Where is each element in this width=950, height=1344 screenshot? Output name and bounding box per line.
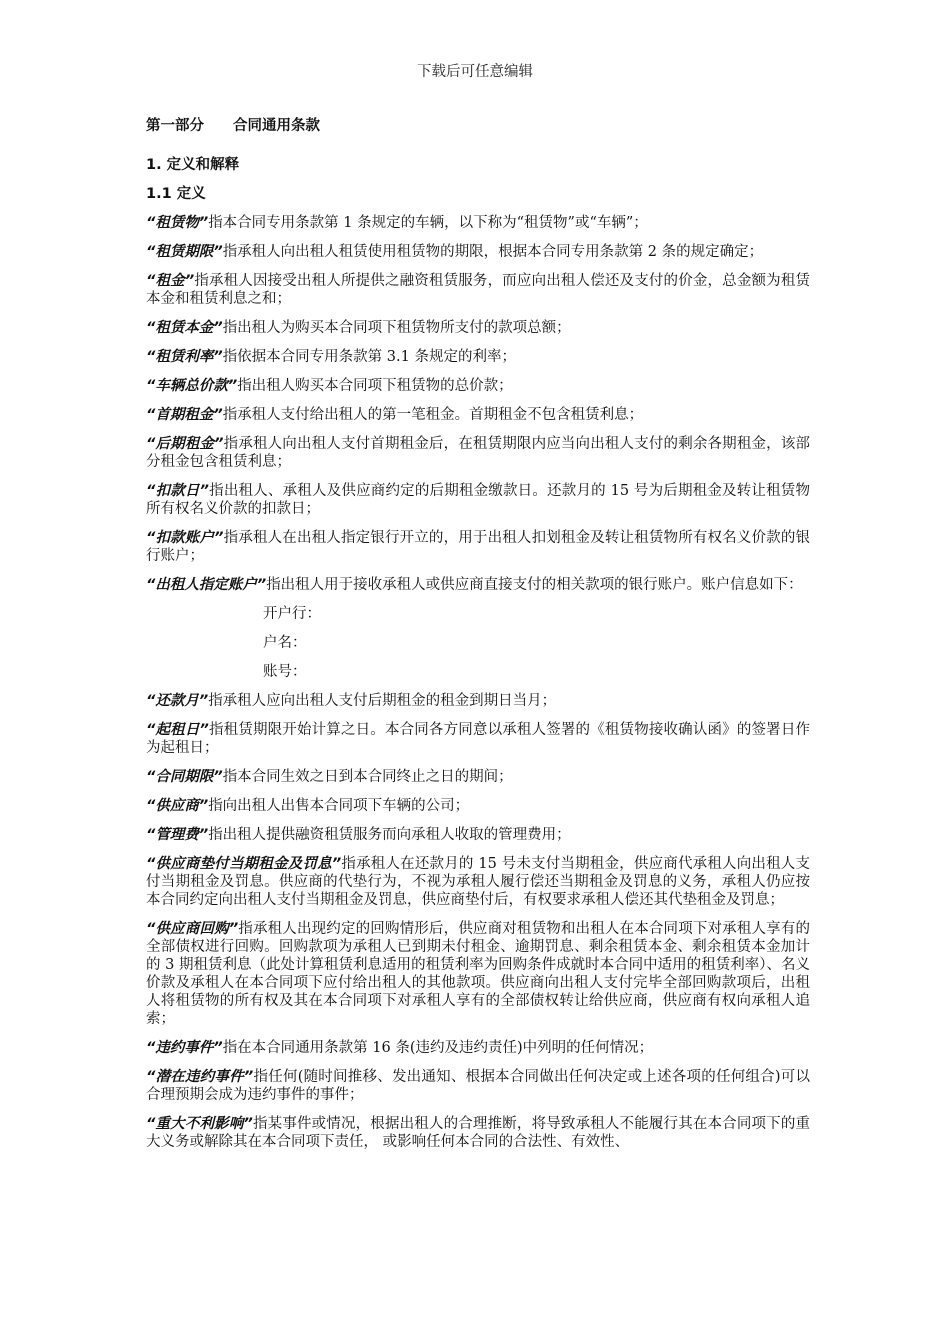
account-number-label: 账号： [263,664,307,680]
definition-term: “扣款日” [146,483,209,499]
definition-text: 指出租人购买本合同项下租赁物的总价款； [237,378,513,394]
definition-text: 指承租人向出租人租赁使用租赁物的期限，根据本合同专用条款第 2 条的规定确定； [222,244,764,260]
definition-term: “租金” [146,273,195,289]
definition-term: “合同期限” [146,769,223,785]
definition-item [146,1039,810,1057]
definition-item [146,826,810,844]
definition-item [146,406,810,424]
definition-text: 指承租人向出租人支付首期租金后，在租赁期限内应当向出租人支付的剩余各期租金，该部分租金包含租赁利息； [146,436,810,470]
definition-item [146,692,810,710]
definition-term: “租赁本金” [146,320,223,336]
definition-item [146,435,810,471]
definition-term: “首期租金” [146,407,223,423]
definition-item [146,1115,810,1151]
definition-item [146,1068,810,1104]
definition-term: “后期租金” [146,436,224,452]
definition-term: “供应商垫付当期租金及罚息” [146,856,342,872]
definition-text: 指承租人应向出租人支付后期租金的租金到期日当月； [208,693,557,709]
page-header: 下载后可任意编辑 [417,64,533,80]
definition-term: “租赁利率” [146,349,223,365]
definition-list-2 [146,692,810,1151]
definition-term: “扣款账户” [146,530,224,546]
definition-item [146,214,810,232]
definition-term: “出租人指定账户” [146,577,267,593]
definition-text: 指在本合同通用条款第 16 条(违约及违约责任)中列明的任何情况； [222,1040,654,1056]
definition-text: 指承租人支付给出租人的第一笔租金。首期租金不包含租赁利息； [222,407,644,423]
definition-item [146,272,810,308]
definition-term: “租赁期限” [146,244,223,260]
definition-term: “起租日” [146,722,209,738]
definition-text: 指承租人在出租人指定银行开立的，用于出租人扣划租金及转让租赁物所有权名义价款的银行账户； [146,530,810,564]
definition-list-1 [146,214,810,594]
definition-text: 指任何(随时间推移、发出通知、根据本合同做出任何决定或上述各项的任何组合)可以合理预期会成为违约事件的事件； [146,1069,810,1103]
definition-text: 指承租人在还款月的 15 号未支付当期租金，供应商代承租人向出租人支付当期租金及罚息。供应商的代垫行为，不视为承租人履行偿还当期租金及罚息的义务，承租人仍应按本合同约定向出租人支付当期租金及罚息，供应商垫付后，有权要求承租人偿还其代垫租金及罚息； [146,856,810,908]
definition-text: 指依据本合同专用条款第 3.1 条规定的利率； [222,349,516,365]
definition-term: “车辆总价款” [146,378,238,394]
definition-text: 指出租人用于接收承租人或供应商直接支付的相关款项的银行账户。账户信息如下： [266,577,803,593]
definition-item [146,721,810,757]
definition-term: “供应商” [146,798,209,814]
part-title: 第一部分 合同通用条款 [146,118,320,134]
definition-item [146,576,810,594]
account-bank-label: 开户行： [263,606,321,622]
account-name-label: 户名： [263,635,307,651]
definition-term: “违约事件” [146,1040,223,1056]
definition-term: “租赁物” [146,215,209,231]
definition-term: “供应商回购” [146,921,239,937]
document-body [146,117,810,1162]
definition-item [146,319,810,337]
definition-item [146,377,810,395]
definition-term: “重大不利影响” [146,1116,253,1132]
section-title-1: 1. 定义和解释 [146,157,240,173]
definition-term: “管理费” [146,827,209,843]
definition-text: 指本合同专用条款第 1 条规定的车辆，以下称为“租赁物”或“车辆”； [208,215,648,231]
definition-term: “潜在违约事件” [146,1069,254,1085]
definition-item [146,920,810,1028]
section-title-1-1: 1.1 定义 [146,186,206,202]
account-info [146,605,810,681]
definition-text: 指本合同生效之日到本合同终止之日的期间； [222,769,513,785]
definition-item [146,797,810,815]
definition-item [146,768,810,786]
definition-text: 指出租人提供融资租赁服务而向承租人收取的管理费用； [208,827,571,843]
definition-term: “还款月” [146,693,209,709]
definition-text: 指出租人为购买本合同项下租赁物所支付的款项总额； [222,320,571,336]
definition-text: 指承租人出现约定的回购情形后，供应商对租赁物和出租人在本合同项下对承租人享有的全部债权进行回购。回购款项为承租人已到期未付租金、逾期罚息、剩余租赁本金、剩余租赁本金加计的 3 期租赁利息（此处计算租赁利息适用的租赁利率为回购条件成就时本合同中适用的租赁利率）、名义价款及承租人在本合同项下应付给出租人的其他款项。供应商向出租人支付完毕全部回购款项后，出租人将租赁物的所有权及其在本合同项下对承租人享有的全部债权转让给供应商，供应商有权向承租人追索； [146,921,810,1027]
definition-text: 指出租人、承租人及供应商约定的后期租金缴款日。还款月的 15 号为后期租金及转让租赁物所有权名义价款的扣款日； [146,483,810,517]
definition-item [146,482,810,518]
definition-text: 指某事件或情况，根据出租人的合理推断，将导致承租人不能履行其在本合同项下的重大义务或解除其在本合同项下责任， 或影响任何本合同的合法性、有效性、 [146,1116,810,1150]
definition-text: 指承租人因接受出租人所提供之融资租赁服务，而应向出租人偿还及支付的价金，总金额为租赁本金和租赁利息之和； [146,273,810,307]
definition-text: 指租赁期限开始计算之日。本合同各方同意以承租人签署的《租赁物接收确认函》的签署日作为起租日； [146,722,810,756]
definition-item [146,529,810,565]
definition-item [146,348,810,366]
definition-item [146,243,810,261]
definition-text: 指向出租人出售本合同项下车辆的公司； [208,798,470,814]
definition-item [146,855,810,909]
